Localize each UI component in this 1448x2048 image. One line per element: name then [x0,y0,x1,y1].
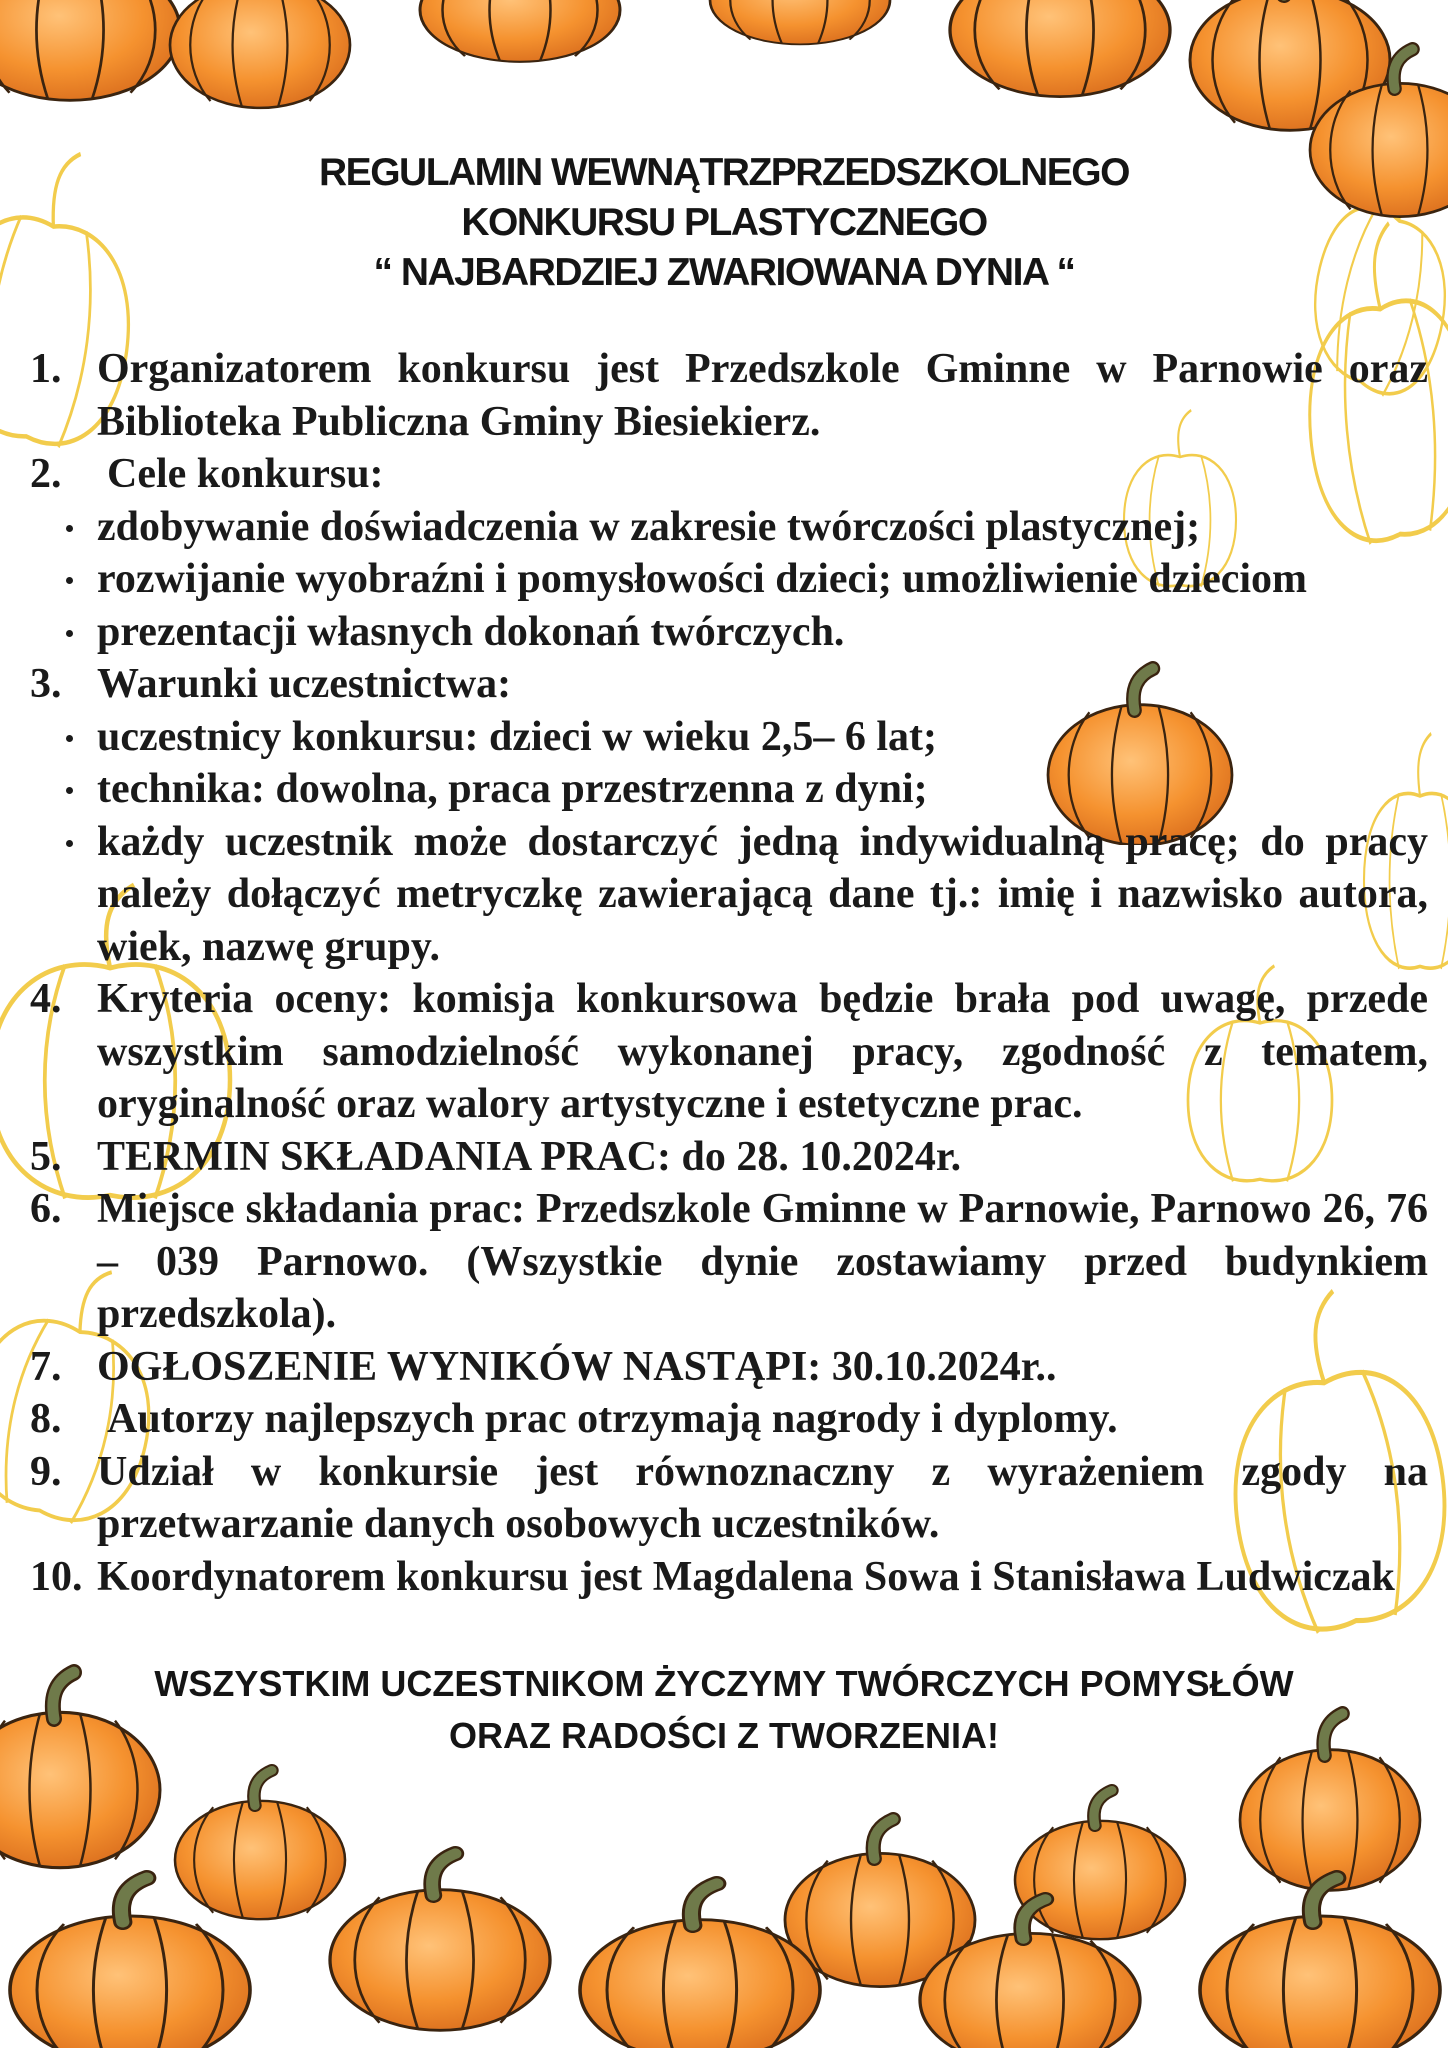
rule-number: 7. [30,1343,62,1390]
rule-10 [30,1551,1428,1604]
rule-5 [30,1131,1428,1184]
rule-text: Autorzy najlepszych prac otrzymają nagrody i dyplomy. [107,1396,1118,1442]
rule-text: Udział w konkursie jest równoznaczny z wyrażeniem zgody na przetwarzanie danych osobowych uczestników. [97,1448,1428,1547]
rule-8 [30,1393,1428,1446]
rule-number: 3. [30,661,62,707]
rule-4 [30,973,1428,1131]
title-line-3: “ NAJBARDZIEJ ZWARIOWANA DYNIA “ [373,251,1075,294]
rule-text: Kryteria oceny: komisja konkursowa będzie brała pod uwagę, przede wszystkim samodzielność wykonanej pracy, zgodność z tematem, oryginalność oraz walory artystyczne i estetyczne prac. [97,976,1428,1127]
rule-9 [30,1446,1428,1551]
list-item: uczestnicy konkursu: dzieci w wieku 2,5– 6 lat; [30,711,1428,764]
rule-2 [30,448,1428,501]
rule-number: 8. [30,1396,62,1442]
list-item: każdy uczestnik może dostarczyć jedną indywidualną pracę; do pracy należy dołączyć metryczkę zawierającą dane tj.: imię i nazwisko autora, wiek, nazwę grupy. [30,816,1428,974]
rule-text: OGŁOSZENIE WYNIKÓW NASTĄPI: 30.10.2024r.. [97,1343,1057,1390]
rule-text: Koordynatorem konkursu jest Magdalena Sowa i Stanisława Ludwiczak [97,1553,1395,1600]
rule-number: 5. [30,1133,62,1180]
rule-text: Cele konkursu: [107,451,384,497]
rule-text: Organizatorem konkursu jest Przedszkole Gminne w Parnowie oraz Biblioteka Publiczna Gminy Biesiekierz. [97,346,1428,445]
rule-number: 9. [30,1448,62,1495]
list-item: prezentacji własnych dokonań twórczych. [30,606,1428,659]
closing-message [20,1658,1428,1762]
closing-line-2: ORAZ RADOŚCI Z TWORZENIA! [449,1715,999,1756]
rules-list [30,343,1428,1603]
rule-3 [30,658,1428,711]
rule-1 [30,343,1428,448]
list-item: rozwijanie wyobraźni i pomysłowości dzieci; umożliwienie dzieciom [30,553,1428,606]
list-item: technika: dowolna, praca przestrzenna z dyni; [30,763,1428,816]
title-line-1: REGULAMIN WEWNĄTRZPRZEDSZKOLNEGO [319,151,1129,194]
rule-7 [30,1341,1428,1394]
title-line-2: KONKURSU PLASTYCZNEGO [461,201,987,244]
rule-number: 1. [30,346,62,392]
closing-line-1: WSZYSTKIM UCZESTNIKOM ŻYCZYMY TWÓRCZYCH POMYSŁÓW [154,1663,1294,1704]
rule-number: 4. [30,976,62,1022]
rule-text: TERMIN SKŁADANIA PRAC: do 28. 10.2024r. [97,1133,962,1180]
list-item: zdobywanie doświadczenia w zakresie twórczości plastycznej; [30,501,1428,554]
rule-6 [30,1183,1428,1341]
document-title [100,148,1348,298]
rule-number: 2. [30,451,62,497]
rule-number: 6. [30,1186,62,1232]
rule-number: 10. [30,1553,83,1600]
rule-text: Warunki uczestnictwa: [97,661,512,707]
rule-text: Miejsce składania prac: Przedszkole Gminne w Parnowie, Parnowo 26, 76 – 039 Parnowo. (Wszystkie dynie zostawiamy przed budynkiem przedszkola). [97,1186,1428,1337]
